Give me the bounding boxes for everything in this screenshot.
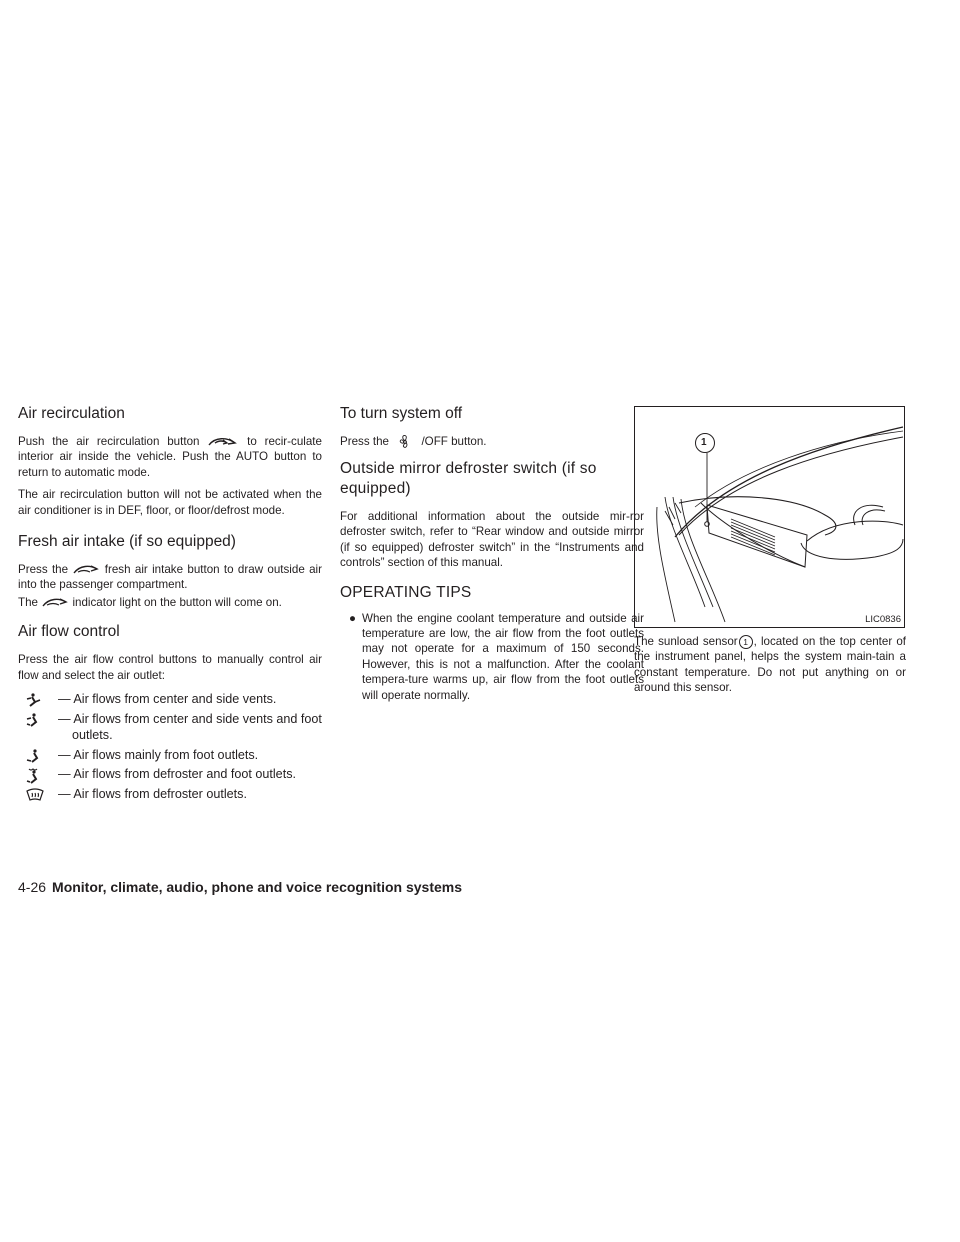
left-column — [18, 400, 322, 802]
right-column — [634, 406, 906, 696]
air-recirculation-paragraph-2: The air recirculation button will not be activated when the air conditioner is in DEF, floor, or floor/defrost mode. — [18, 488, 322, 517]
callout-1: 1 — [739, 635, 753, 649]
air-recirculation-heading: Air recirculation — [18, 405, 125, 422]
fresh-air-heading: Fresh air intake (if so equipped) — [18, 533, 236, 551]
air-recirculation-paragraph-1: Push the air recirculation button to recir-culate interior air inside the vehicle. Push the AUTO button to return to automatic mode. — [18, 435, 322, 479]
figure-callout-label: 1 — [701, 437, 707, 448]
fresh-air-paragraph-1: Press the fresh air intake button to draw outside air into the passenger compartment. — [18, 563, 322, 592]
section-title: Monitor, climate, audio, phone and voice recognition systems — [52, 879, 462, 895]
operating-tips-heading: OPERATING TIPS — [340, 583, 472, 601]
fresh-air-indicator-icon — [41, 596, 69, 610]
bi-level-mode-icon — [26, 713, 42, 732]
middle-column — [340, 400, 644, 703]
list-item: — Air flows from center and side vents. — [18, 691, 322, 708]
sunload-sensor-figure — [634, 406, 905, 628]
dashboard-illustration — [635, 407, 905, 628]
foot-mode-icon — [26, 749, 42, 768]
air-flow-heading: Air flow control — [18, 623, 120, 641]
fan-icon — [398, 434, 412, 450]
defrost-mode-icon — [26, 788, 44, 807]
list-item: — Air flows from defroster outlets. — [18, 786, 322, 803]
page-footer — [18, 878, 462, 896]
mirror-defroster-paragraph: For additional information about the outside mir-ror defroster switch, refer to “Rear window and outside mirror (if so equipped) defroster switch” in the “Instruments and controls” section of this manual. — [340, 510, 644, 570]
air-flow-intro: Press the air flow control buttons to manually control air flow and select the air outlet: — [18, 653, 322, 682]
sunload-paragraph: The sunload sensor 1 , located on the top center of the instrument panel, helps the system main-tain a constant temperature. Do not put anything on or around this sensor. — [634, 635, 906, 695]
list-item: ● When the engine coolant temperature and outside air temperature are low, the air flow from the foot outlets may not operate for a maximum of 150 seconds. However, this is not a malfunction. After the coolant tempera-ture warms up, air flow from the foot outlets will operate normally. — [349, 611, 644, 702]
mirror-defroster-heading: Outside mirror defroster switch (if so equipped) — [340, 460, 597, 497]
fresh-air-paragraph-2: The indicator light on the button will come on. — [18, 595, 282, 609]
vent-mode-icon — [26, 693, 42, 712]
bullet: ● — [349, 611, 357, 625]
turn-off-paragraph: Press the /OFF button. — [340, 435, 487, 449]
figure-id: LIC0836 — [865, 614, 901, 625]
list-item: — Air flows mainly from foot outlets. — [18, 747, 322, 764]
recirculation-icon — [207, 435, 239, 449]
turn-off-heading: To turn system off — [340, 405, 463, 422]
list-item: — Air flows from center and side vents and foot outlets. — [18, 711, 322, 744]
air-flow-list — [18, 691, 322, 802]
list-item: — Air flows from defroster and foot outlets. — [18, 766, 322, 783]
fresh-air-icon — [72, 563, 100, 577]
page-number: 4-26 — [18, 879, 47, 895]
